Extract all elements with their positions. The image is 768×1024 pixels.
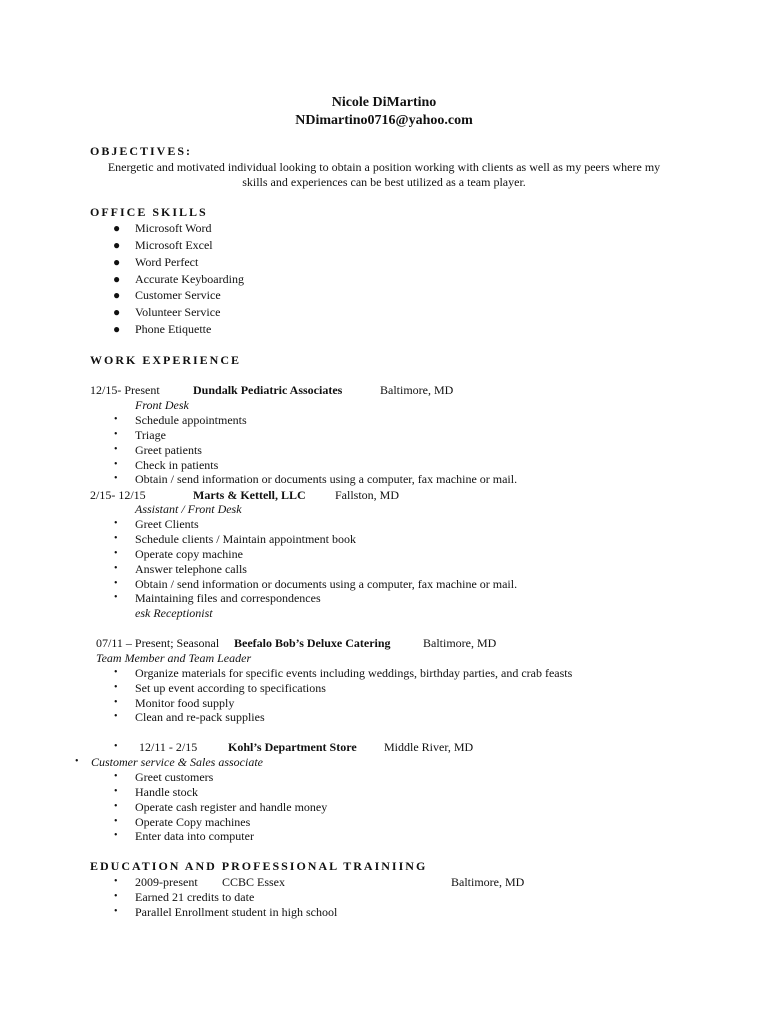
list-item: Phone Etiquette [135, 322, 212, 336]
bullet-icon: • [114, 697, 118, 708]
bullet-icon: • [114, 906, 118, 917]
bullet-icon: ● [113, 305, 121, 319]
bullet-icon: ● [113, 238, 121, 252]
bullet-icon: • [114, 682, 118, 693]
bullet-icon: • [114, 816, 118, 827]
list-item: Operate copy machine [135, 547, 243, 561]
job-dates: 12/11 - 2/15 [139, 740, 198, 754]
list-item: Earned 21 credits to date [135, 890, 255, 904]
bullet-icon: ● [113, 221, 121, 235]
list-item: Maintaining files and correspondences [135, 591, 321, 605]
bullet-icon: • [114, 429, 118, 440]
job-dates: 07/11 – Present; Seasonal [96, 636, 220, 650]
list-item: Microsoft Word [135, 221, 212, 235]
list-item: Clean and re-pack supplies [135, 710, 265, 724]
bullet-icon: • [114, 771, 118, 782]
education-heading: EDUCATION AND PROFESSIONAL TRAINIING [90, 859, 428, 873]
bullet-icon: • [114, 518, 118, 529]
list-item: Parallel Enrollment student in high school [135, 905, 338, 919]
bullet-icon: ● [113, 322, 121, 336]
job-role: Front Desk [135, 398, 189, 412]
job-employer: Kohl’s Department Store [228, 740, 357, 754]
job-location: Fallston, MD [335, 488, 400, 502]
objectives-heading: OBJECTIVES: [90, 144, 193, 158]
bullet-icon: • [114, 414, 118, 425]
bullet-icon: • [114, 444, 118, 455]
list-item: Greet customers [135, 770, 214, 784]
bullet-icon: • [114, 533, 118, 544]
education-location: Baltimore, MD [451, 875, 525, 889]
list-item: Volunteer Service [135, 305, 221, 319]
bullet-icon: • [114, 876, 118, 887]
job-role: Assistant / Front Desk [135, 502, 242, 516]
list-item: Set up event according to specifications [135, 681, 326, 695]
job-dates: 2/15- 12/15 [90, 488, 146, 502]
list-item: Obtain / send information or documents using a computer, fax machine or mail. [135, 577, 518, 591]
work-experience-heading: WORK EXPERIENCE [90, 353, 242, 367]
bullet-icon: • [114, 578, 118, 589]
list-item: Accurate Keyboarding [135, 272, 244, 286]
bullet-icon: • [114, 741, 118, 752]
list-item: Greet patients [135, 443, 202, 457]
objectives-line-1: Energetic and motivated individual looking to obtain a position working with clients as well as my peers where my [107, 160, 661, 174]
bullet-icon: • [114, 667, 118, 678]
job-role: Customer service & Sales associate [91, 755, 263, 769]
job-employer: Dundalk Pediatric Associates [193, 383, 343, 397]
job-employer: Beefalo Bob’s Deluxe Catering [234, 636, 391, 650]
bullet-icon: • [114, 563, 118, 574]
list-item: Operate cash register and handle money [135, 800, 328, 814]
list-item: Word Perfect [135, 255, 199, 269]
bullet-icon: • [114, 801, 118, 812]
bullet-icon: • [114, 473, 118, 484]
list-item: Check in patients [135, 458, 219, 472]
list-item: Microsoft Excel [135, 238, 213, 252]
bullet-icon: ● [113, 255, 121, 269]
bullet-icon: • [75, 756, 79, 767]
list-item: Customer Service [135, 288, 221, 302]
bullet-icon: • [114, 786, 118, 797]
education-dates: 2009-present [135, 875, 198, 889]
candidate-email: NDimartino0716@yahoo.com [295, 113, 473, 128]
list-item: Greet Clients [135, 517, 199, 531]
office-skills-heading: OFFICE SKILLS [90, 205, 208, 219]
job-dates: 12/15- Present [90, 383, 160, 397]
bullet-icon: • [114, 459, 118, 470]
job-employer: Marts & Kettell, LLC [193, 488, 306, 502]
job-location: Middle River, MD [384, 740, 474, 754]
list-item: Organize materials for specific events including weddings, birthday parties, and crab feasts [135, 666, 573, 680]
list-item: Enter data into computer [135, 829, 254, 843]
education-school: CCBC Essex [222, 875, 286, 889]
job-location: Baltimore, MD [380, 383, 454, 397]
job-extra-role: esk Receptionist [135, 606, 213, 620]
list-item: Operate Copy machines [135, 815, 251, 829]
bullet-icon: • [114, 891, 118, 902]
list-item: Schedule appointments [135, 413, 247, 427]
bullet-icon: ● [113, 288, 121, 302]
list-item: Obtain / send information or documents using a computer, fax machine or mail. [135, 472, 518, 486]
bullet-icon: • [114, 548, 118, 559]
list-item: Answer telephone calls [135, 562, 247, 576]
list-item: Triage [135, 428, 166, 442]
list-item: Handle stock [135, 785, 198, 799]
bullet-icon: • [114, 592, 118, 603]
job-location: Baltimore, MD [423, 636, 497, 650]
list-item: Schedule clients / Maintain appointment book [135, 532, 356, 546]
list-item: Monitor food supply [135, 696, 235, 710]
candidate-name: Nicole DiMartino [331, 95, 437, 110]
bullet-icon: ● [113, 272, 121, 286]
job-role: Team Member and Team Leader [96, 651, 252, 665]
bullet-icon: • [114, 830, 118, 841]
bullet-icon: • [114, 711, 118, 722]
objectives-line-2: skills and experiences can be best utilized as a team player. [242, 175, 526, 189]
